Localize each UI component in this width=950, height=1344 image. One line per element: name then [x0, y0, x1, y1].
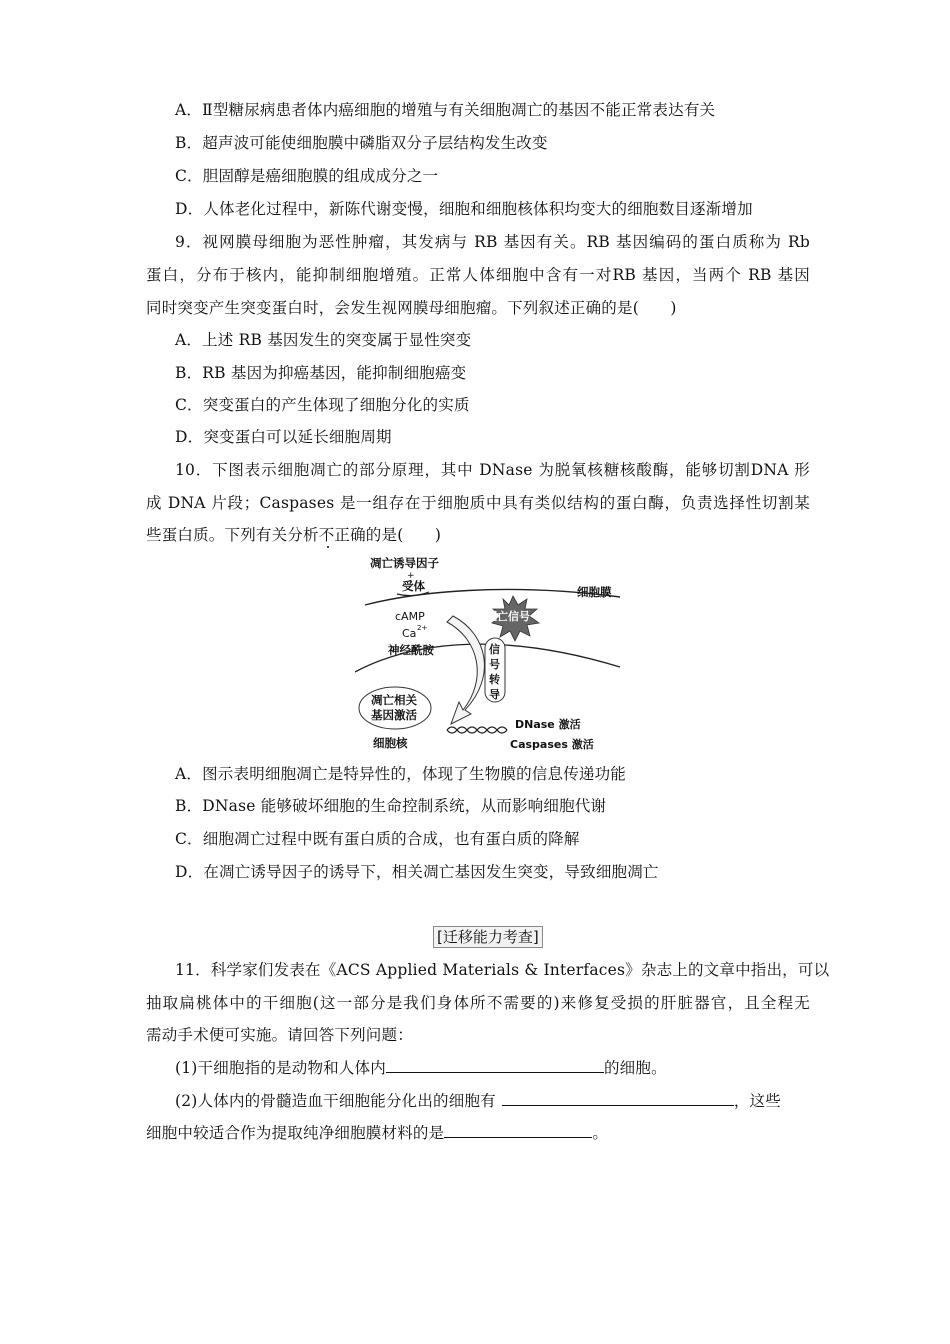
q9-stem-line2: 蛋白，分布于核内，能抑制细胞增殖。正常人体细胞中含有一对RB 基因，当两个 RB 基因	[146, 266, 810, 284]
plus-sign: +	[407, 571, 415, 581]
membrane-label: 细胞膜	[577, 585, 612, 599]
q11-sub2-line2	[146, 1121, 810, 1144]
q10-stem-line1: 10．下图表示细胞凋亡的部分原理，其中 DNase 为脱氧核糖核酸酶，能够切割DNA 形	[175, 461, 810, 479]
q8-option-b: B．超声波可能使细胞膜中磷脂双分子层结构发生改变	[175, 134, 548, 152]
q9-option-a: A．上述 RB 基因发生的突变属于显性突变	[175, 331, 472, 349]
camp-label: cAMP	[395, 610, 425, 623]
q11-sub2	[175, 1089, 810, 1112]
q11-sub1-tail: 的细胞。	[603, 1059, 667, 1077]
q11-sub1	[175, 1056, 810, 1079]
gene-label-line1: 凋亡相关	[371, 693, 417, 707]
q10-option-b: B．DNase 能够破坏细胞的生命控制系统，从而影响细胞代谢	[175, 797, 607, 815]
q11-sub1-text: (1)干细胞指的是动物和人体内	[175, 1059, 386, 1077]
q9-option-c: C．突变蛋白的产生体现了细胞分化的实质	[175, 396, 470, 414]
death-signal-label: 死亡信号	[486, 610, 530, 623]
answer-blank-1[interactable]	[386, 1056, 604, 1073]
nucleus-label: 细胞核	[373, 736, 408, 750]
q11-sub2-line2-tail: 。	[592, 1124, 609, 1142]
signal-char: 信	[489, 643, 500, 656]
q11-sub2-tail: ，这些	[733, 1092, 781, 1110]
ca-label: Ca	[402, 627, 417, 640]
q10-option-d: D．在凋亡诱导因子的诱导下，相关凋亡基因发生突变，导致细胞凋亡	[175, 863, 659, 881]
ca-superscript: 2+	[417, 624, 428, 632]
q10-stem-tail: 正确的是( )	[334, 526, 442, 544]
q8-option-d: D．人体老化过程中，新陈代谢变慢，细胞和细胞核体积均变大的细胞数目逐渐增加	[175, 200, 753, 218]
q8-option-c: C．胆固醇是癌细胞膜的组成成分之一	[175, 167, 439, 185]
answer-blank-3[interactable]	[444, 1121, 592, 1138]
q10-stem-line3	[146, 524, 810, 546]
q9-stem-line1: 9．视网膜母细胞为恶性肿瘤，其发病与 RB 基因有关。RB 基因编码的蛋白质称为 Rb	[175, 233, 810, 251]
q10-option-a: A．图示表明细胞凋亡是特异性的，体现了生物膜的信息传递功能	[175, 765, 626, 783]
q11-stem-line1: 11．科学家们发表在《ACS Applied Materials & Interfaces》杂志上的文章中指出，可以	[175, 961, 830, 979]
dnase-label: DNase 激活	[515, 718, 581, 731]
ceramide-label: 神经酰胺	[388, 643, 434, 657]
signal-char: 导	[489, 688, 500, 701]
q11-stem-line3: 需动手术便可实施。请回答下列问题：	[146, 1026, 413, 1044]
caspases-label: Caspases 激活	[510, 738, 594, 751]
curved-arrow	[447, 616, 484, 724]
q11-sub2-text: (2)人体内的骨髓造血干细胞能分化出的细胞有	[175, 1092, 496, 1110]
q10-option-c: C．细胞凋亡过程中既有蛋白质的合成，也有蛋白质的降解	[175, 830, 580, 848]
inducer-label: 凋亡诱导因子	[370, 556, 439, 570]
dna-helix-strand-b	[447, 727, 507, 733]
answer-blank-2[interactable]	[502, 1089, 734, 1106]
gene-label-line2: 基因激活	[371, 708, 417, 722]
q10-stem-line2: 成 DNA 片段；Caspases 是一组存在于细胞质中具有类似结构的蛋白酶，负责选择性切割某	[146, 494, 810, 512]
q9-option-b: B．RB 基因为抑癌基因，能抑制细胞癌变	[175, 364, 467, 382]
q9-option-d: D．突变蛋白可以延长细胞周期	[175, 428, 392, 446]
q11-sub2-line2-text: 细胞中较适合作为提取纯净细胞膜材料的是	[146, 1124, 445, 1142]
section-title: [迁移能力考查]	[433, 926, 543, 948]
q10-stem-text: 些蛋白质。下列有关分析	[146, 526, 319, 544]
emphasis-not: 不	[318, 526, 335, 544]
q9-stem-line3: 同时突变产生突变蛋白时，会发生视网膜母细胞瘤。下列叙述正确的是( )	[146, 299, 677, 317]
receptor-label: 受体	[402, 579, 425, 593]
signal-char: 号	[489, 658, 500, 671]
q11-stem-line2: 抽取扁桃体中的干细胞(这一部分是我们身体所不需要的)来修复受损的肝脏器官，且全程无	[146, 994, 810, 1012]
q8-option-a: A．Ⅱ型糖尿病患者体内癌细胞的增殖与有关细胞凋亡的基因不能正常表达有关	[175, 101, 716, 119]
signal-char: 转	[489, 673, 500, 686]
apoptosis-diagram	[355, 552, 625, 754]
